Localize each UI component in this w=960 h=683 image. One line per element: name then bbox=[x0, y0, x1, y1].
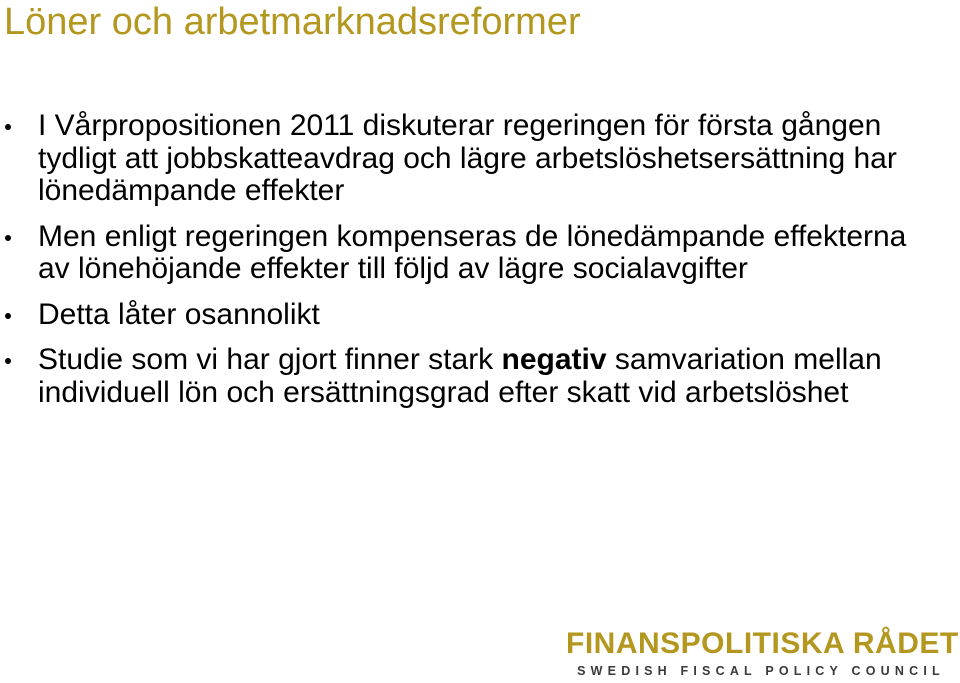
bullet-icon bbox=[5, 235, 11, 241]
bullet-icon bbox=[5, 313, 11, 319]
bullet-list bbox=[0, 110, 940, 422]
bullet-text: Men enligt regeringen kompenseras de lönedämpande effekterna av lönehöjande effekter till följd av lägre socialavgifter bbox=[38, 219, 907, 285]
slide-title: Löner och arbetmarknadsreformer bbox=[4, 1, 581, 43]
bullet-item bbox=[0, 110, 940, 208]
bullet-item bbox=[0, 221, 940, 286]
bullet-item bbox=[0, 299, 940, 332]
bullet-text-after: samvariation mellan individuell lön och ersättningsgrad efter skatt vid arbetslöshet bbox=[38, 343, 882, 409]
logo bbox=[566, 627, 959, 679]
bullet-item bbox=[0, 344, 940, 409]
logo-tagline: SWEDISH FISCAL POLICY COUNCIL bbox=[577, 664, 945, 678]
logo-name: FINANSPOLITISKA RÅDET bbox=[566, 627, 959, 660]
bullet-icon bbox=[5, 358, 11, 364]
bullet-text: I Vårpropositionen 2011 diskuterar regeringen för första gången tydligt att jobbskatteavdrag och lägre arbetslöshetsersättning har lönedämpande effekter bbox=[38, 109, 897, 207]
bullet-emphasis: negativ bbox=[501, 343, 607, 376]
bullet-text-before: Studie som vi har gjort finner stark bbox=[38, 343, 502, 376]
bullet-text: Detta låter osannolikt bbox=[38, 297, 320, 331]
bullet-icon bbox=[5, 124, 11, 130]
